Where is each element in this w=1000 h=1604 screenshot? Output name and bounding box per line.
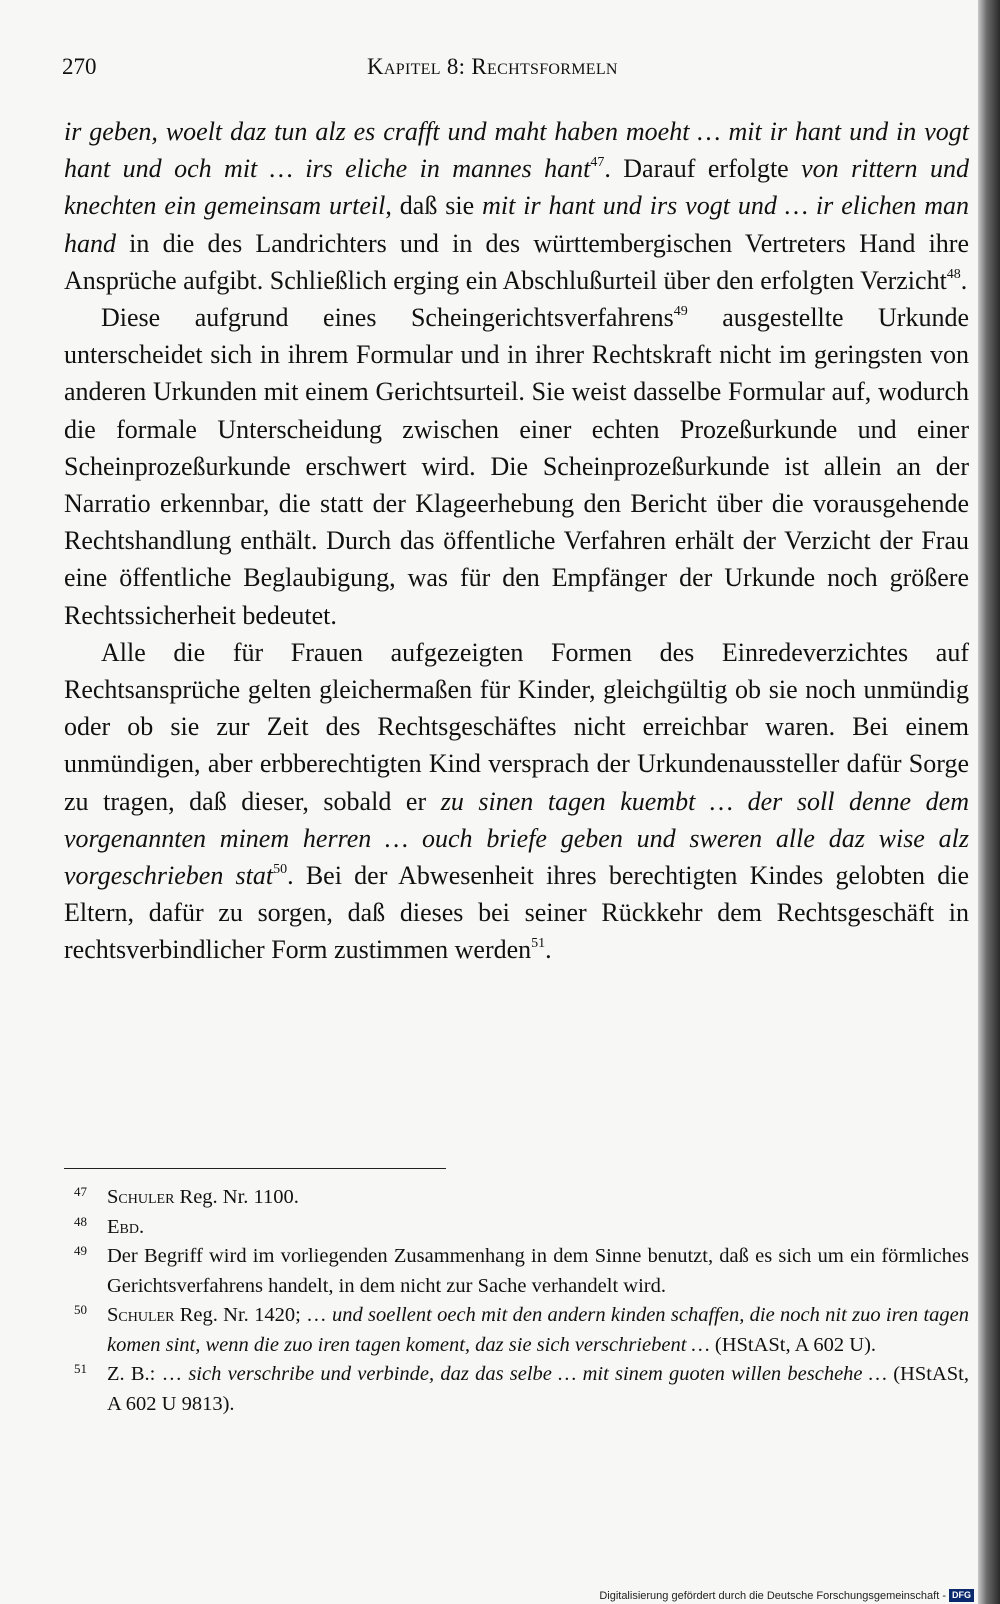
- footnote-quote: sich verschribe und verbinde, daz das selbe … mit sinem guoten willen beschehe …: [188, 1363, 887, 1385]
- footnote-ref[interactable]: 47: [590, 155, 605, 171]
- text-run: Diese aufgrund eines Scheingerichtsverfahrens: [101, 303, 674, 333]
- footnote-ref[interactable]: 51: [531, 936, 546, 952]
- page-number: 270: [62, 54, 97, 79]
- footnote-text: Reg. Nr. 1420; …: [174, 1304, 332, 1326]
- footnote-49: [64, 1242, 969, 1301]
- body-text: [64, 113, 969, 969]
- quote-italic: ir geben, woelt daz tun alz es crafft und maht haben moeht … mit ir hant und in vogt hant und och mit … irs eliche in mannes hant: [64, 117, 969, 184]
- text-run: .: [545, 935, 552, 965]
- footnote-ref[interactable]: 48: [946, 266, 961, 282]
- footnote-number: 51: [74, 1361, 87, 1376]
- page-header: [62, 54, 967, 88]
- footnote-51: [64, 1360, 969, 1419]
- footnote-text: Z. B.: …: [107, 1363, 189, 1385]
- footnote-source: (HStASt, A 602 U).: [709, 1333, 877, 1356]
- paragraph-2: [64, 299, 969, 634]
- dfg-logo: DFG: [949, 1589, 974, 1602]
- footnote-text: Reg. Nr. 1100.: [174, 1186, 299, 1208]
- page-edge-shadow: [978, 0, 1000, 1604]
- quote-italic: zu sinen tagen kuembt … der soll denne dem vorgenannten minem herren … ouch briefe geben und sweren alle daz wise alz vorgeschrieben stat: [64, 786, 969, 891]
- footnotes: [64, 1183, 969, 1419]
- footnote-source: (HStASt, A 602 U 9813).: [107, 1363, 969, 1415]
- text-run: in die des Landrichters und in des württembergischen Vertreters Hand ihre Ansprüche aufgibt. Schließlich erging ein Abschlußurteil über den erfolgten Verzicht: [64, 228, 969, 295]
- text-run: ausgestellte Urkunde unterscheidet sich in ihrem Formular und in ihrer Rechtskraft nicht im geringsten von anderen Urkunden mit einem Gerichtsurteil. Sie weist dasselbe Formular auf, wodurch die formale Unterscheidung zwischen einer echten Prozeßurkunde und einer Scheinprozeßurkunde erschwert wird. Die Scheinprozeßurkunde ist allein an der Narratio erkennbar, die statt der Klageerhebung den Bericht über die vorausgehende Rechtshandlung enthält. Durch das öffentliche Verfahren erhält der Verzicht der Frau eine öffentliche Beglaubigung, was für den Empfänger der Urkunde noch größere Rechtssicherheit bedeutet.: [64, 303, 970, 630]
- footnote-ref[interactable]: 50: [273, 862, 288, 878]
- text-run: . Bei der Abwesenheit ihres berechtigten Kindes gelobten die Eltern, dafür zu sorgen, daß dieses bei seiner Rückkehr dem Rechtsgeschäft in rechtsverbindlicher Form zustimmen werden: [64, 861, 969, 965]
- footnote-quote: und soellent oech mit den andern kinden schaffen, die noch nit zuo iren tagen komen sint, wenn die zuo iren tagen koment, daz sie sich verschriebent …: [107, 1304, 970, 1356]
- paragraph-1: [64, 113, 969, 299]
- paragraph-3: [64, 634, 969, 969]
- quote-italic: mit ir hant und irs vogt und … ir elichen man hand: [64, 191, 970, 258]
- footnote-number: 48: [74, 1213, 87, 1229]
- footnote-author: Schuler: [107, 1304, 175, 1326]
- credit-text: Digitalisierung gefördert durch die Deutsche Forschungsgemeinschaft -: [599, 1589, 946, 1602]
- footnote-47: [64, 1183, 969, 1213]
- digitization-credit: [599, 1589, 974, 1602]
- text-run: .: [960, 265, 968, 295]
- footnote-number: 49: [74, 1243, 87, 1258]
- footnote-divider: [64, 1168, 446, 1169]
- footnote-48: [64, 1213, 969, 1243]
- running-head: Kapitel 8: Rechtsformeln: [367, 54, 618, 79]
- footnote-author: Ebd: [107, 1215, 139, 1238]
- footnote-ref[interactable]: 49: [673, 304, 688, 320]
- footnote-number: 50: [74, 1302, 87, 1317]
- text-run: , daß sie: [385, 191, 483, 221]
- quote-italic: von rittern und knechten ein gemeinsam urteil: [64, 154, 969, 221]
- footnote-author: Schuler: [107, 1186, 175, 1208]
- footnote-number: 47: [74, 1184, 87, 1199]
- text-run: . Darauf erfolgte: [604, 154, 802, 184]
- footnote-50: [64, 1301, 969, 1360]
- footnote-text: .: [138, 1215, 145, 1238]
- footnote-text: Der Begriff wird im vorliegenden Zusammenhang in dem Sinne benutzt, daß es sich um ein förmliches Gerichtsverfahrens handelt, in dem nicht zur Sache verhandelt wird.: [107, 1245, 969, 1297]
- text-run: Alle die für Frauen aufgezeigten Formen des Einredeverzichtes auf Rechtsansprüche gelten gleichermaßen für Kinder, gleichgültig ob sie noch unmündig oder ob sie zur Zeit des Rechtsgeschäftes nicht erreichbar waren. Bei einem unmündigen, aber erbberechtigten Kind versprach der Urkundenaussteller dafür Sorge zu tragen, daß dieser, sobald er: [64, 637, 969, 816]
